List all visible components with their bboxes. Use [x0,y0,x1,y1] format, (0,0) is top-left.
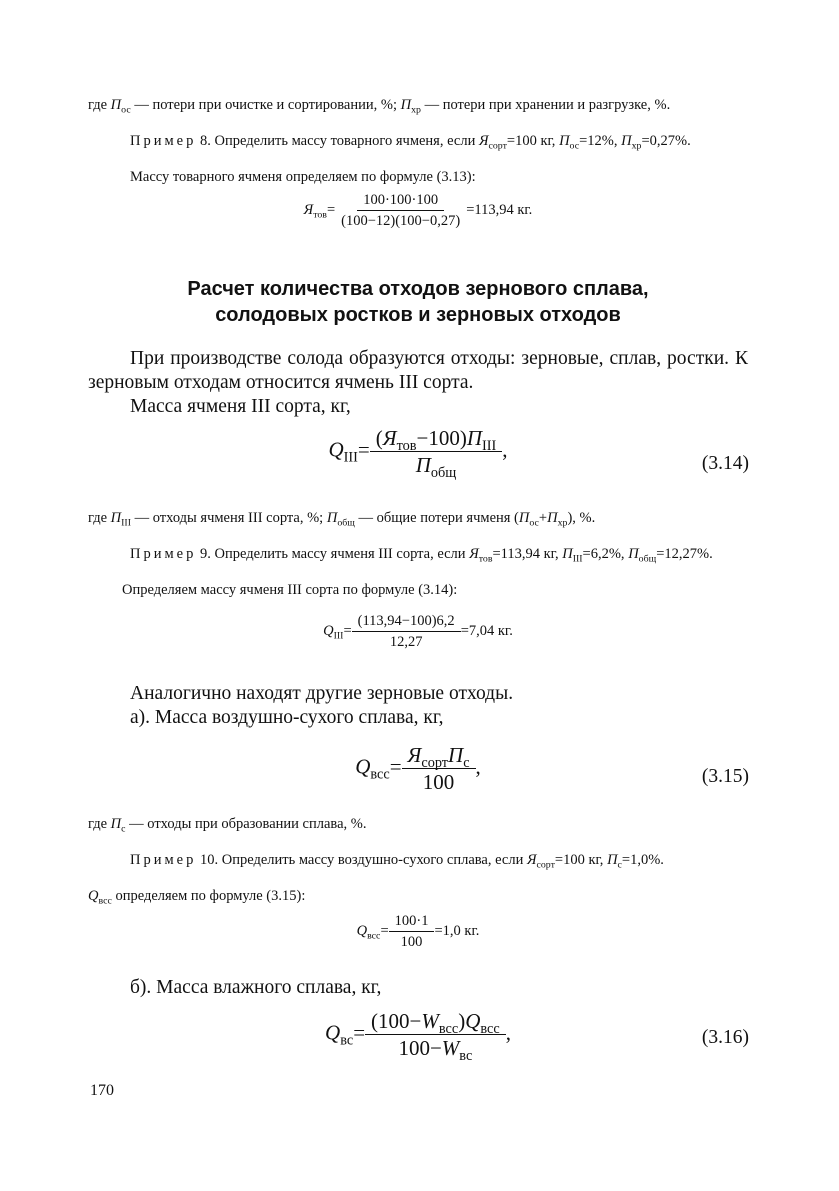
value: =12%, [579,133,622,149]
symbol: Q [323,622,334,639]
fraction [352,612,461,651]
subscript: всс [98,895,112,907]
wet-sprout-label: б). Масса влажного сплава, кг, [130,977,382,998]
text: — общие потери ячменя ( [354,510,519,526]
formula-3-16 [88,1009,748,1064]
text: 100− [398,1036,442,1060]
text: где [88,816,111,832]
subscript: всс [480,1020,500,1037]
analog-waste-line: Аналогично находят другие зерновые отходы. [130,683,514,704]
subscript: общ [337,517,355,529]
equals: = [357,437,370,462]
formula-3-15-legend [88,815,748,833]
symbol: Я [382,426,397,450]
subscript: ос [529,517,539,529]
subscript: с [121,823,126,835]
equals: = [353,1020,366,1045]
symbol: Q [465,1009,481,1033]
value: =6,2%, [582,546,629,562]
numerator: 100·100·100 [357,191,444,211]
denominator [392,1035,478,1064]
numerator [370,426,503,452]
text: (100− [371,1009,422,1033]
subscript: хр [411,104,421,116]
numerator: (113,94−100)6,2 [352,612,461,632]
equation-number: (3.14) [701,453,749,474]
symbol: Я [303,201,314,218]
subscript: всс [367,930,381,942]
symbol: П [518,510,530,526]
subscript: ос [121,104,131,116]
result: =113,94 кг. [466,201,533,218]
symbol: П [466,426,482,450]
subscript: хр [631,140,642,152]
equation-number: (3.15) [701,766,749,787]
denominator [410,452,463,481]
value: =113,94 кг, [492,546,563,562]
symbol: Q [88,888,99,904]
subscript: с [617,859,622,871]
symbol: П [607,852,618,868]
example-label: Пример [130,546,197,562]
subscript: сорт [421,754,449,771]
subscript: всс [370,766,390,783]
symbol: П [326,510,338,526]
text: , [505,1020,511,1045]
subscript: вс [459,1047,473,1064]
formula-3-14 [88,426,748,481]
subscript: тов [313,209,327,221]
example-label: Пример [130,852,197,868]
section-heading [88,276,748,328]
result: =1,0 кг. [434,922,480,939]
denominator: 12,27 [389,634,423,650]
fraction [389,912,435,951]
denominator: 100 [422,770,455,794]
example-9-method: Определяем массу ячменя III сорта по формуле (3.14): [122,582,458,598]
symbol: П [621,133,632,149]
waste-intro-paragraph: При производстве солода образуются отходы: зерновые, сплав, ростки. К зерновым отходам относится ячмень III сорта. [88,348,748,393]
numerator: 100·1 [389,912,435,932]
text: , [502,437,508,462]
symbol: Q [328,437,344,462]
value: =100 кг, [554,852,608,868]
example-8-method: Массу товарного ячменя определяем по формуле (3.13): [130,169,476,185]
example-10-statement [88,851,748,869]
subscript: сорт [488,140,507,152]
text: определяем по формуле (3.15): [111,888,306,904]
value: =0,27%. [641,133,691,149]
subscript: III [482,437,497,454]
denominator: 100 [400,934,423,950]
symbol: W [421,1009,439,1033]
symbol: П [110,510,122,526]
equals: = [326,201,336,218]
symbol: Q [355,754,371,779]
value: =100 кг, [506,133,560,149]
equals: = [380,922,389,939]
equation-number: (3.16) [701,1027,749,1048]
value: =1,0%. [621,852,664,868]
text: 9. Определить массу ячменя III сорта, если [196,546,470,562]
symbol: П [562,546,573,562]
heading-line: Расчет количества отходов зернового сплава, [187,278,649,300]
fraction [365,1009,506,1064]
text: , [475,754,481,779]
symbol: П [415,453,431,477]
numerator [402,743,476,769]
example-9-equation [88,612,748,651]
subscript: тов [478,553,493,565]
subscript: ос [569,140,580,152]
symbol: W [441,1036,460,1060]
subscript: III [121,517,131,529]
symbol: П [547,510,558,526]
example-10-equation [88,912,748,951]
equals: = [343,622,352,639]
text: где [88,97,111,113]
text: — потери при хранении и разгрузке, %. [420,97,671,113]
symbol: Я [526,852,537,868]
equals: = [389,754,402,779]
text: 8. Определить массу товарного ячменя, если [196,133,479,149]
example-10-method [88,887,748,905]
subscript: III [572,553,583,565]
text: 10. Определить массу воздушно-сухого сплава, если [196,852,527,868]
text: ), %. [567,510,596,526]
symbol: П [110,97,122,113]
text: −100) [416,426,467,450]
symbol: Я [478,133,489,149]
fraction [335,191,466,230]
formula-3-15 [88,743,748,794]
numerator [365,1009,506,1035]
subscript: сорт [536,859,555,871]
denominator: (100−12)(100−0,27) [341,213,461,229]
subscript: тов [396,437,417,454]
symbol: Я [407,743,422,767]
subscript: III [333,630,344,642]
example-9-statement [88,545,748,563]
page-number: 170 [90,1082,114,1099]
result: =7,04 кг. [460,622,513,639]
value: =12,27%. [656,546,713,562]
symbol: П [628,546,639,562]
subscript: с [463,754,470,771]
losses-definition [88,96,748,114]
example-label: Пример [130,133,197,149]
text: + [538,510,548,526]
text: ( [375,426,383,450]
text: — отходы ячменя III сорта, %; [131,510,327,526]
formula-3-14-legend [88,509,748,527]
fraction [402,743,476,794]
text: — отходы при образовании сплава, %. [125,816,367,832]
heading-line: солодовых ростков и зерновых отходов [215,304,621,326]
symbol: П [110,816,122,832]
air-dry-sprout-label: а). Масса воздушно-сухого сплава, кг, [130,707,444,728]
symbol: П [400,97,412,113]
text: — потери при очистке и сортировании, %; [130,97,401,113]
symbol: Я [469,546,479,562]
mass-grade-3-label: Масса ячменя III сорта, кг, [130,396,351,417]
example-8-statement [88,132,748,150]
subscript: всс [438,1020,459,1037]
subscript: хр [557,517,568,529]
example-8-equation [88,191,748,230]
subscript: общ [430,464,457,481]
fraction [370,426,503,481]
text: ) [458,1009,466,1033]
symbol: П [448,743,464,767]
symbol: Q [356,922,368,939]
symbol: П [559,133,570,149]
symbol: Q [325,1020,341,1045]
subscript: вс [340,1032,354,1049]
text: где [88,510,111,526]
subscript: общ [638,553,657,565]
subscript: III [343,449,358,466]
